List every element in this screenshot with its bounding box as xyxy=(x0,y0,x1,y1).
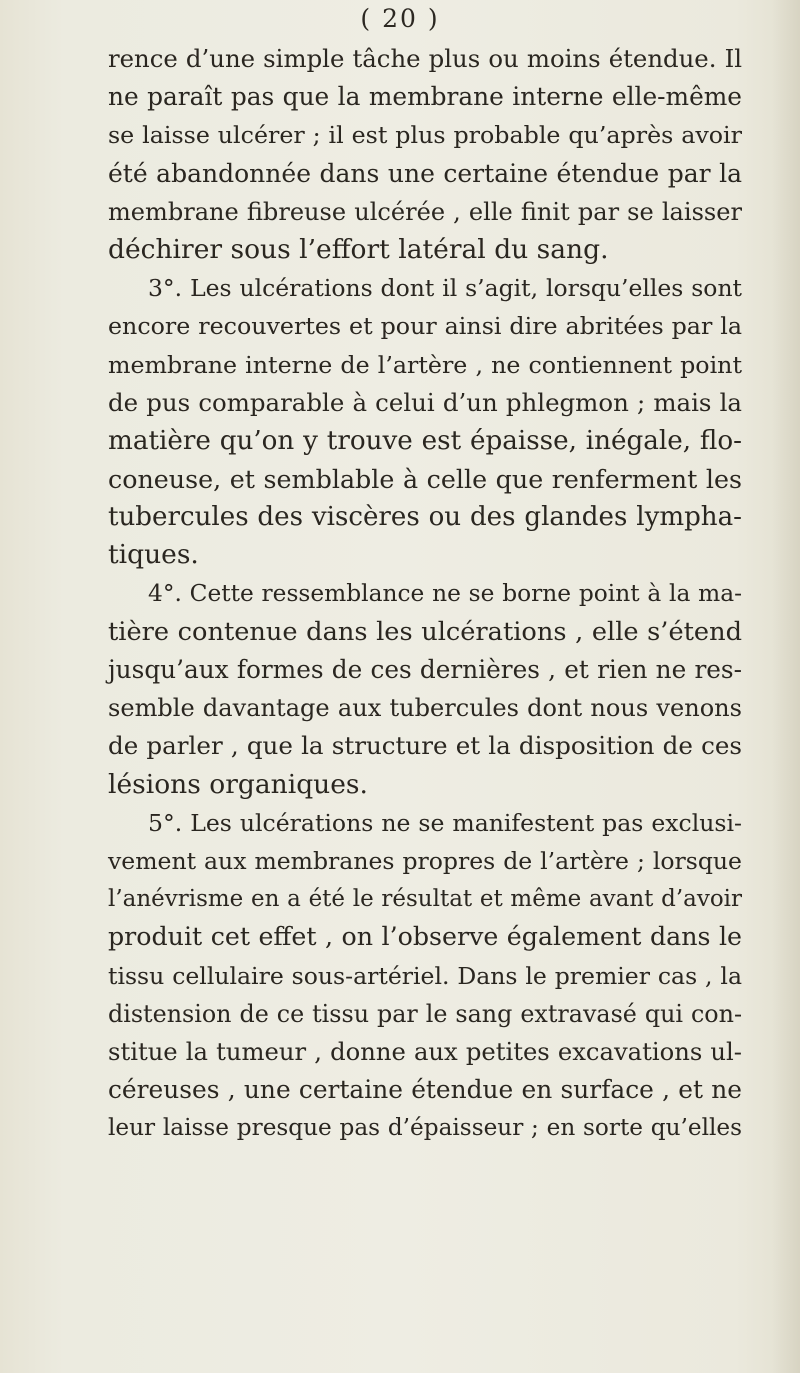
text-line: déchirer sous l’effort latéral du sang. xyxy=(108,233,609,265)
text-line: tière contenue dans les ulcérations , elle s’étend xyxy=(108,616,742,647)
text-line: céreuses , une certaine étendue en surface , et ne xyxy=(108,1075,742,1105)
text-line: été abandonnée dans une certaine étendue par la xyxy=(108,158,742,188)
text-line: vement aux membranes propres de l’artère ; lorsque xyxy=(108,846,742,875)
text-line: de parler , que la structure et la disposition de ces xyxy=(108,731,742,761)
paragraph-3-start: 3°. Les ulcérations dont il s’agit, lorsqu’elles sont xyxy=(148,274,742,303)
paragraph-5-start: 5°. Les ulcérations ne se manifestent pas exclusi- xyxy=(148,808,742,837)
text-line: encore recouvertes et pour ainsi dire abritées par la xyxy=(108,312,742,341)
text-line: rence d’une simple tâche plus ou moins étendue. Il xyxy=(108,44,742,73)
page-edge-shadow xyxy=(772,0,800,1373)
text-line: membrane fibreuse ulcérée , elle finit par se laisser xyxy=(108,197,742,226)
body-text xyxy=(108,40,742,1147)
text-line: matière qu’on y trouve est épaisse, inégale, flo- xyxy=(108,425,742,456)
page-number: ( 20 ) xyxy=(360,4,440,33)
text-line: se laisse ulcérer ; il est plus probable qu’après avoir xyxy=(108,121,742,150)
paragraph-4-start: 4°. Cette ressemblance ne se borne point à la ma- xyxy=(148,579,742,607)
text-line: leur laisse presque pas d’épaisseur ; en sorte qu’elles xyxy=(108,1114,742,1142)
text-line: coneuse, et semblable à celle que renferment les xyxy=(108,464,742,495)
text-line: membrane interne de l’artère , ne contiennent point xyxy=(108,350,742,379)
text-line: distension de ce tissu par le sang extravasé qui con- xyxy=(108,999,742,1028)
text-line: lésions organiques. xyxy=(108,768,368,800)
text-line: l’anévrisme en a été le résultat et même avant d’avoir xyxy=(108,886,742,913)
text-line: semble davantage aux tubercules dont nous venons xyxy=(108,694,742,723)
text-line: jusqu’aux formes de ces dernières , et rien ne res- xyxy=(108,655,742,684)
text-line: ne paraît pas que la membrane interne elle-même xyxy=(108,82,742,112)
text-line: stitue la tumeur , donne aux petites excavations ul- xyxy=(108,1036,742,1066)
text-line: produit cet effet , on l’observe également dans le xyxy=(108,922,742,952)
text-line: de pus comparable à celui d’un phlegmon ; mais la xyxy=(108,387,742,417)
text-line: tiques. xyxy=(108,539,199,571)
text-line: tissu cellulaire sous-artériel. Dans le premier cas , la xyxy=(108,961,742,990)
text-line: tubercules des viscères ou des glandes lympha- xyxy=(108,502,742,533)
